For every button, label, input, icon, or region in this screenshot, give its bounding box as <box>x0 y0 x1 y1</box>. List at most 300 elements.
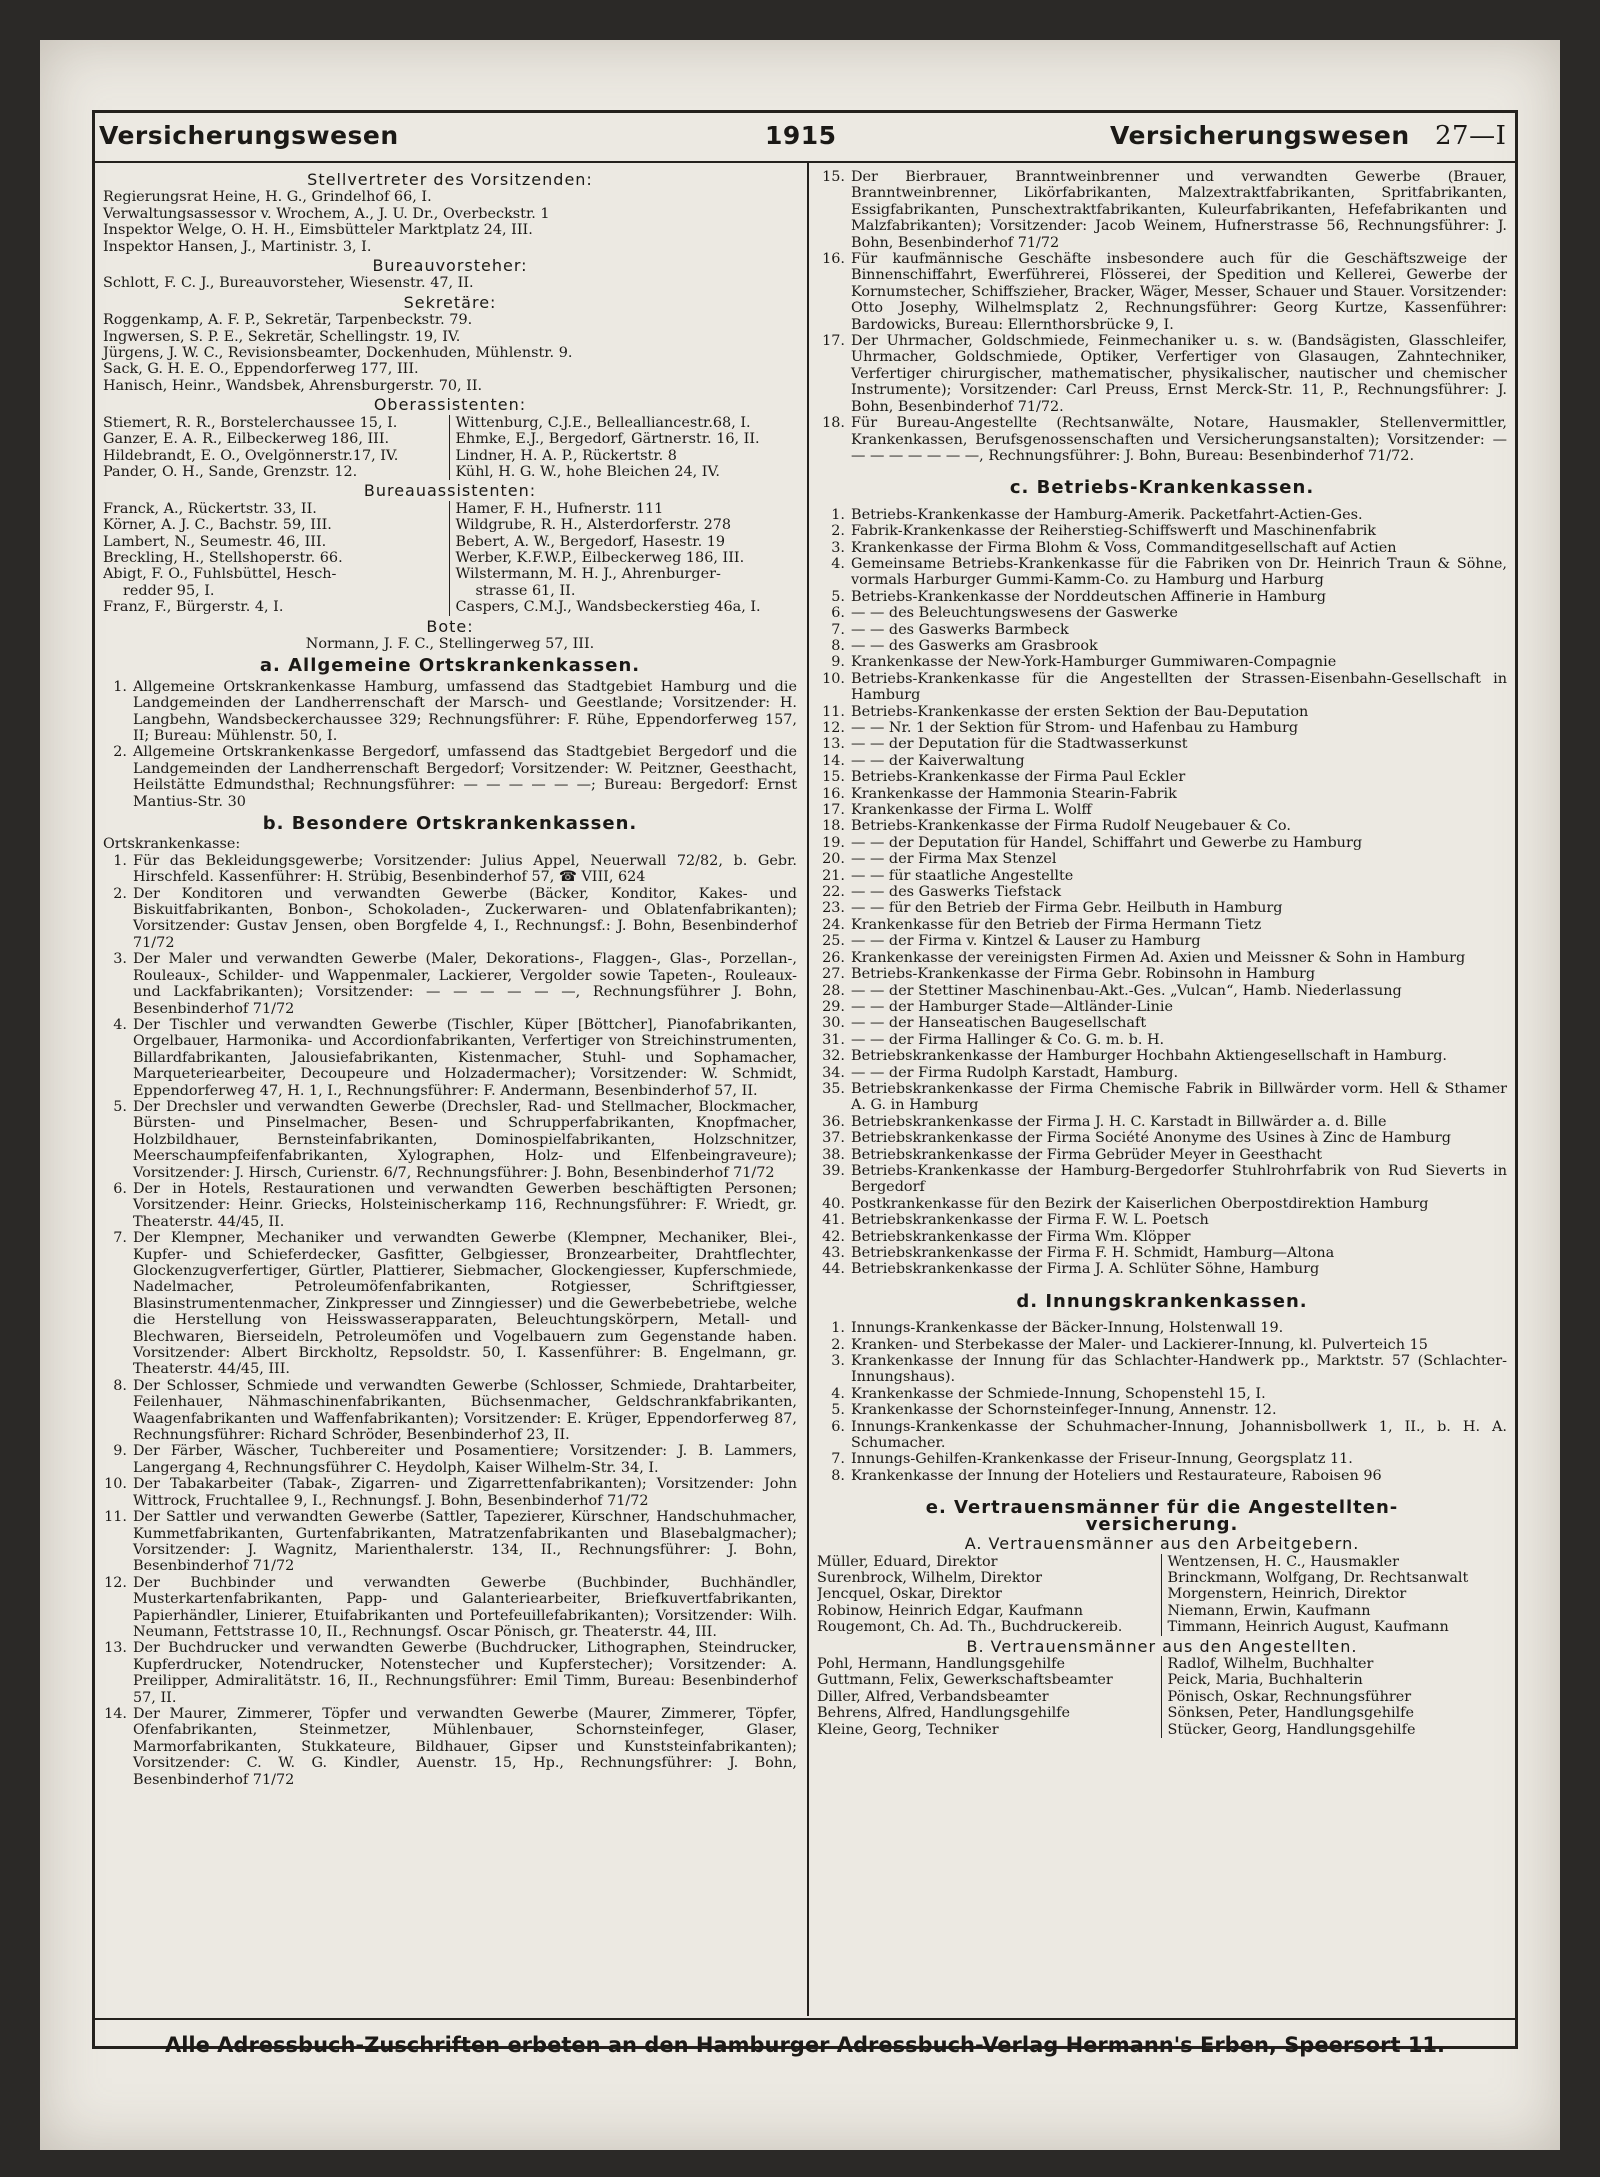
item-number: 26. <box>822 949 845 966</box>
list-besondere-ortskrankenkassen <box>103 853 797 1788</box>
item-number: 5. <box>113 1098 127 1115</box>
subheading-sekretaere: Sekretäre: <box>403 292 497 312</box>
item-number: 27. <box>822 966 845 983</box>
page-number: 27—I <box>1435 121 1507 151</box>
page-sheet <box>40 40 1560 2150</box>
item-text: Der Maler und verwandten Gewerbe (Maler, Dekorations-, Flaggen-, Glas-, Porzellan-, Rouleaux-, Schilder- und Wappenmaler, Lackierer, Vergolder sowie Tapeten-, Rouleaux- und Lackfabrikanten); Vorsitzender: — — — — — —, Rechnungsführer J. Bohn, Besenbinderhof 71/72 <box>133 951 797 1017</box>
name-pair-row <box>817 1570 1507 1586</box>
item-number: 19. <box>822 834 845 851</box>
item-number: 10. <box>104 1476 127 1493</box>
list-item: Ingwersen, S. P. E., Sekretär, Schellingstr. 19, IV. <box>103 328 461 345</box>
list-item: Wittenburg, C.J.E., Bellealliancestr.68, I. <box>455 414 751 431</box>
list-item <box>817 622 1507 638</box>
list-item <box>817 720 1507 736</box>
item-text: Der Drechsler und verwandten Gewerbe (Drechsler, Rad- und Stellmacher, Blockmacher, Bürsten- und Pinselmacher, Besen- und Schrupperfabrikanten, Knopfmacher, Holzbildhauer, Bernsteinfabrikanten, Dominospielfabrikanten, Holzschnitzer, Meerschaumpfeifenfabrikanten, Xylographen, Holz- und Elfenbeingraveure); Vorsitzender: J. Hirsch, Curienstr. 6/7, Rechnungsführer: J. Bohn, Besenbinderhof 71/72 <box>133 1098 797 1181</box>
subheading-oberassistenten: Oberassistenten: <box>373 395 527 415</box>
list-item <box>817 654 1507 670</box>
item-number: 4. <box>831 1385 845 1402</box>
item-text: Der Tischler und verwandten Gewerbe (Tischler, Küper [Böttcher], Pianofabrikanten, Orgelbauer, Harmonika- und Accordionfabrikanten, Verfertiger von Streichinstrumenten, Billardfabrikanten, Jalousiefabrikanten, Kistenmacher, Stuhl- und Sophamacher, Marqueteriearbeiter, Decoupeure und Holzadermacher); Vorsitzender: W. Schmidt, Eppendorferweg 47, H. 1, I., Rechnungsführer: F. Andermann, Besenbinderhof 57, II. <box>133 1016 797 1099</box>
header-left-title: Versicherungswesen <box>99 121 399 150</box>
item-text: — — der Stettiner Maschinenbau-Akt.-Ges. „Vulcan“, Hamb. Niederlassung <box>851 982 1402 999</box>
item-number: 11. <box>104 1509 127 1526</box>
list-item <box>817 1245 1507 1261</box>
list-item: Inspektor Welge, O. H. H., Eimsbütteler Marktplatz 24, III. <box>103 222 533 239</box>
item-text: — — der Hanseatischen Baugesellschaft <box>851 1015 1147 1032</box>
list-besondere-ortskrankenkassen-continued <box>817 169 1507 464</box>
item-text: Betriebs-Krankenkasse der Firma Gebr. Robinsohn in Hamburg <box>851 966 1316 983</box>
list-item <box>103 1476 797 1509</box>
name-pair-row <box>103 550 797 566</box>
item-text: — — des Gaswerks Barmbeck <box>851 621 1069 638</box>
list-item <box>817 1065 1507 1081</box>
page-frame <box>92 110 1518 2057</box>
item-number: 4. <box>113 1016 127 1033</box>
item-number: 6. <box>113 1180 127 1197</box>
item-text: — — der Hamburger Stade—Altländer-Linie <box>851 998 1174 1015</box>
list-item: Stiemert, R. R., Borstelerchaussee 15, I. <box>103 415 450 431</box>
list-item <box>103 1378 797 1444</box>
item-text: Der Sattler und verwandten Gewerbe (Sattler, Tapezierer, Kürschner, Handschuhmacher, Kummetfabrikanten, Gurtenfabrikanten, Matratzenfabrikanten und Blasebalgmacher); Vorsitzender: J. Wagnitz, Marienthalerstr. 134, II., Rechnungsführer: J. Bohn, Besenbinderhof 71/72 <box>133 1509 797 1575</box>
column-divider <box>807 161 809 2016</box>
item-text: Betriebs-Krankenkasse der ersten Sektion der Bau-Deputation <box>851 703 1309 720</box>
list-item: Morgenstern, Heinrich, Direktor <box>1167 1586 1407 1603</box>
item-number: 7. <box>831 621 845 638</box>
item-number: 16. <box>822 251 845 268</box>
list-item: Wildgrube, R. H., Alsterdorferstr. 278 <box>455 517 732 534</box>
list-item <box>817 638 1507 654</box>
item-text: Betriebs-Krankenkasse der Norddeutschen Affinerie in Hamburg <box>851 588 1326 605</box>
item-text: Betriebs-Krankenkasse der Firma Paul Eckler <box>851 769 1186 786</box>
list-item <box>817 415 1507 464</box>
item-text: Betriebskrankenkasse der Firma Gebrüder Meyer in Geesthacht <box>851 1146 1323 1163</box>
item-number: 1. <box>113 678 127 695</box>
list-item <box>817 1196 1507 1212</box>
item-number: 10. <box>822 670 845 687</box>
item-number: 37. <box>822 1130 845 1147</box>
item-number: 16. <box>822 785 845 802</box>
list-item <box>103 886 797 952</box>
item-text: Krankenkasse der New-York-Hamburger Gummiwaren-Compagnie <box>851 654 1337 671</box>
item-text: Der Buchdrucker und verwandten Gewerbe (Buchdrucker, Lithographen, Steindrucker, Kupferdrucker, Notendrucker, Notenstecher und Kupferstecher); Vorsitzender: A. Preilipper, Admiralitätstr. 16, II., Rechnungsführer: Emil Timm, Bureau: Besenbinderhof 57, II. <box>133 1640 797 1706</box>
item-number: 9. <box>831 654 845 671</box>
right-column <box>817 169 1507 1738</box>
item-number: 4. <box>831 555 845 572</box>
item-text: Für kaufmännische Geschäfte insbesondere auch für die Geschäftszweige der Binnenschiffahrt, Ewerführerei, Flösserei, der Spedition und Kellerei, Gewerbe der Kornumstecher, Schiffszieher, Bracker, Wäger, Messer, Schauer und Stauer. Vorsitzender: Otto Josephy, Wilhelmsplatz 2, Rechnungsführer: Georg Kurtze, Kassenführer: Bardowicks, Bureau: Ellernthorsbrücke 9, I. <box>851 251 1507 333</box>
item-text: Krankenkasse der Schmiede-Innung, Schopenstehl 15, I. <box>851 1385 1266 1402</box>
item-text: — — der Firma Max Stenzel <box>851 851 1057 868</box>
item-number: 17. <box>822 333 845 350</box>
name-pair-row <box>817 1672 1507 1688</box>
list-item <box>103 1575 797 1641</box>
list-item <box>103 1017 797 1099</box>
item-number: 5. <box>831 1402 845 1419</box>
subheading-bureauvorsteher: Bureauvorsteher: <box>372 256 528 276</box>
list-item: Körner, A. J. C., Bachstr. 59, III. <box>103 517 450 533</box>
list-item: strasse 61, II. <box>475 582 576 599</box>
item-text: — — Nr. 1 der Sektion für Strom- und Hafenbau zu Hamburg <box>851 720 1299 736</box>
item-number: 1. <box>831 506 845 523</box>
list-item <box>817 736 1507 752</box>
list-item <box>817 835 1507 851</box>
item-number: 8. <box>113 1377 127 1394</box>
list-stellvertreter <box>103 189 797 255</box>
list-item: Breckling, H., Stellshoperstr. 66. <box>103 550 450 566</box>
list-item <box>817 818 1507 834</box>
item-text: Betriebskrankenkasse der Firma Chemische Fabrik in Billwärder vorm. Hell & Sthamer A. G. in Hamburg <box>851 1080 1507 1114</box>
item-number: 6. <box>831 1418 845 1435</box>
b-intro: Ortskrankenkasse: <box>103 836 241 853</box>
list-item: Wilstermann, M. H. J., Ahrenburger- <box>455 566 721 583</box>
item-number: 34. <box>822 1064 845 1081</box>
list-item <box>817 1261 1507 1277</box>
name-pair-row <box>103 517 797 533</box>
item-text: Krankenkasse der Hammonia Stearin-Fabrik <box>851 785 1177 802</box>
left-column <box>103 169 797 1788</box>
list-item: Hanisch, Heinr., Wandsbek, Ahrensburgerstr. 70, II. <box>103 377 483 394</box>
item-number: 12. <box>104 1574 127 1591</box>
item-number: 13. <box>104 1640 127 1657</box>
list-item: Guttmann, Felix, Gewerkschaftsbeamter <box>817 1672 1162 1688</box>
list-item: Stücker, Georg, Handlungsgehilfe <box>1167 1721 1416 1738</box>
list-vertrauensmaenner-arbeitgeber <box>817 1554 1507 1636</box>
list-item: Robinow, Heinrich Edgar, Kaufmann <box>817 1603 1162 1619</box>
item-text: Der Schlosser, Schmiede und verwandten Gewerbe (Schlosser, Schmiede, Drahtarbeiter, Feilenhauer, Nähmaschinenfabrikanten, Büchsenmacher, Geldschrankfabrikanten, Waagenfabrikanten und Waffenfabrikanten); Vorsitzender: E. Krüger, Eppendorferweg 87, Rechnungsführer: Richard Schröder, Besenbinderhof 23, II. <box>133 1377 797 1444</box>
item-text: Betriebskrankenkasse der Firma J. H. C. Karstadt in Billwärder a. d. Bille <box>851 1113 1387 1130</box>
item-number: 7. <box>113 1230 127 1247</box>
item-number: 23. <box>822 900 845 917</box>
list-item <box>817 1114 1507 1130</box>
item-text: Der Klempner, Mechaniker und verwandten Gewerbe (Klempner, Mechaniker, Blei-, Kupfer- und Schieferdecker, Gasfitter, Gelbgiesser, Bronzearbeiter, Drahtflechter, Glockenzugverfertiger, Gürtler, Plattierer, Siebmacher, Glockengiesser, Kupferschmiede, Nadelmacher, Petroleumöfenfabrikanten, Rotgiesser, Schriftgiesser, Blasinstrumentenmacher, Zinkpresser und Zinngiesser) und die Gewerbebetriebe, welche die Herstellung von Heisswasserapparaten, Beleuchtungskörpern, Metall- und Blechwaren, Bierseideln, Petroleumöfen und Vogelbauern zum Gegenstande haben. Vorsitzender: Albert Birckholtz, Repsoldstr. 50, I. Kassenführer: B. Engelmann, gr. Theaterstr. 44/45, III. <box>133 1230 797 1378</box>
list-item: Jürgens, J. W. C., Revisionsbeamter, Dockenhuden, Mühlenstr. 9. <box>103 345 573 362</box>
item-number: 35. <box>822 1080 845 1097</box>
list-item: Brinckmann, Wolfgang, Dr. Rechtsanwalt <box>1167 1569 1469 1586</box>
item-number: 12. <box>822 720 845 736</box>
list-item: Abigt, F. O., Fuhlsbüttel, Hesch- <box>103 566 450 582</box>
list-item <box>817 769 1507 785</box>
list-item <box>817 753 1507 769</box>
item-text: Betriebskrankenkasse der Firma Wm. Klöpper <box>851 1228 1191 1245</box>
header-year: 1915 <box>765 121 837 150</box>
list-item <box>817 605 1507 621</box>
list-item: Normann, J. F. C., Stellingerweg 57, III. <box>305 635 595 652</box>
item-text: Fabrik-Krankenkasse der Reiherstieg-Schiffswerft und Maschinenfabrik <box>851 523 1377 540</box>
section-heading-b: b. Besondere Ortskrankenkassen. <box>262 813 638 835</box>
list-item <box>817 507 1507 523</box>
list-item <box>817 950 1507 966</box>
subheading-bureauassistenten: Bureauassistenten: <box>363 481 537 501</box>
item-text: Betriebskrankenkasse der Firma J. A. Schlüter Söhne, Hamburg <box>851 1261 1320 1278</box>
item-number: 17. <box>822 802 845 819</box>
item-text: Krankenkasse der Schornsteinfeger-Innung, Annenstr. 12. <box>851 1402 1277 1419</box>
list-item: Schlott, F. C. J., Bureauvorsteher, Wiesenstr. 47, II. <box>103 275 474 292</box>
list-item: Werber, K.F.W.P., Eilbeckerweg 186, III. <box>455 549 745 566</box>
item-text: Der Tabakarbeiter (Tabak-, Zigarren- und Zigarrettenfabrikanten); Vorsitzender: John Wittrock, Fruchtallee 9, I., Rechnungsf. J. Bohn, Besenbinderhof 71/72 <box>133 1476 797 1509</box>
list-item <box>817 999 1507 1015</box>
list-item: Niemann, Erwin, Kaufmann <box>1167 1602 1371 1619</box>
item-number: 36. <box>822 1113 845 1130</box>
list-item <box>817 251 1507 333</box>
list-item: Pander, O. H., Sande, Grenzstr. 12. <box>103 464 450 480</box>
list-item <box>817 1015 1507 1031</box>
item-number: 7. <box>831 1451 845 1468</box>
list-item: Ehmke, E.J., Bergedorf, Gärtnerstr. 16, II. <box>455 431 760 448</box>
section-heading-e <box>817 1497 1507 1535</box>
item-number: 3. <box>831 1353 845 1370</box>
list-item <box>817 1130 1507 1146</box>
list-item <box>817 1081 1507 1114</box>
item-text: — — der Kaiverwaltung <box>851 752 1025 769</box>
item-number: 31. <box>822 1031 845 1048</box>
item-text: — — der Firma Hallinger & Co. G. m. b. H. <box>851 1031 1165 1048</box>
item-number: 32. <box>822 1048 845 1065</box>
item-text: Der in Hotels, Restaurationen und verwandten Gewerben beschäftigten Personen; Vorsitzender: Heinr. Griecks, Holsteinischerkamp 116, Rechnungsführer: F. Wriedt, gr. Theaterstr. 44/45, II. <box>133 1180 797 1230</box>
item-number: 6. <box>831 605 845 622</box>
name-pair-row <box>103 431 797 447</box>
list-item: Pohl, Hermann, Handlungsgehilfe <box>817 1656 1162 1672</box>
item-number: 3. <box>113 951 127 968</box>
item-text: Krankenkasse der Innung für das Schlachter-Handwerk pp., Marktstr. 57 (Schlachter-Innungshaus). <box>851 1353 1507 1386</box>
item-text: Der Uhrmacher, Goldschmiede, Feinmechaniker u. s. w. (Bandsägisten, Glasschleifer, Uhrmacher, Goldschmiede, Optiker, Verfertiger von Glasaugen, Zahntechniker, Verfertiger chirurgischer, mathematischer, physikalischer, nautischer und chemischer Instrumente); Vorsitzender: Carl Preuss, Ernst Merck-Str. 11, P., Rechnungsführer: J. Bohn, Besenbinderhof 71/72. <box>851 333 1507 415</box>
list-item: Roggenkamp, A. F. P., Sekretär, Tarpenbeckstr. 79. <box>103 312 473 329</box>
subheading-bote: Bote: <box>426 616 474 636</box>
item-number: 38. <box>822 1146 845 1163</box>
list-item <box>817 1320 1507 1336</box>
item-text: Betriebs-Krankenkasse der Hamburg-Bergedorfer Stuhlrohrfabrik von Rud Sieverts in Bergedorf <box>851 1162 1507 1196</box>
item-text: Für das Bekleidungsgewerbe; Vorsitzender: Julius Appel, Neuerwall 72/82, b. Gebr. Hirschfeld. Kassenführer: H. Strübig, Besenbinderhof 57, ☎ VIII, 624 <box>133 852 797 886</box>
item-text: Betriebs-Krankenkasse der Firma Rudolf Neugebauer & Co. <box>851 818 1291 835</box>
list-item <box>817 333 1507 415</box>
list-item: Radlof, Wilhelm, Buchhalter <box>1167 1655 1374 1672</box>
item-text: Betriebs-Krankenkasse für die Angestellten der Strassen-Eisenbahn-Gesellschaft in Hamburg <box>851 670 1507 704</box>
item-text: — — der Firma v. Kintzel & Lauser zu Hamburg <box>851 933 1201 950</box>
item-text: Der Buchbinder und verwandten Gewerbe (Buchbinder, Buchhändler, Musterkartenfabrikanten, Papp- und Galanteriearbeiter, Briefkuvertfabrikanten, Papierhändler, Linierer, Etuifabrikanten und Portefeuillefabrikanten); Vorsitzender: Wilh. Neumann, Fettstrasse 10, II., Rechnungsf. Oscar Pönisch, gr. Theaterstr. 44, III. <box>133 1574 797 1640</box>
item-number: 2. <box>113 744 127 761</box>
name-pair-row <box>103 566 797 582</box>
list-item <box>103 1230 797 1378</box>
list-item: Peick, Maria, Buchhalterin <box>1167 1672 1363 1689</box>
item-text: Krankenkasse für den Betrieb der Firma Hermann Tietz <box>851 916 1262 933</box>
name-pair-row <box>817 1656 1507 1672</box>
name-pair-row <box>103 501 797 517</box>
item-number: 1. <box>113 852 127 869</box>
item-text: Der Konditoren und verwandten Gewerbe (Bäcker, Konditor, Kakes- und Biskuitfabrikanten, Bonbon-, Schokoladen-, Zuckerwaren- und Oblatenfabrikanten); Vorsitzender: Gustav Jensen, oben Borgfelde 4, I., Rechnungsf.: J. Bohn, Besenbinderhof 71/72 <box>133 885 797 951</box>
item-number: 18. <box>822 415 845 432</box>
list-item: Timmann, Heinrich August, Kaufmann <box>1167 1619 1449 1636</box>
item-text: Innungs-Gehilfen-Krankenkasse der Friseur-Innung, Georgsplatz 11. <box>851 1451 1353 1468</box>
item-number: 3. <box>831 539 845 556</box>
list-item <box>817 1032 1507 1048</box>
list-innungskrankenkassen <box>817 1320 1507 1484</box>
item-number: 43. <box>822 1245 845 1261</box>
list-item: Franck, A., Rückertstr. 33, II. <box>103 501 450 517</box>
list-item: Müller, Eduard, Direktor <box>817 1554 1162 1570</box>
list-item <box>103 1509 797 1575</box>
item-text: — — des Gaswerks am Grasbrook <box>851 637 1098 654</box>
list-item <box>817 1163 1507 1196</box>
list-item <box>103 1640 797 1706</box>
name-pair-row <box>817 1722 1507 1738</box>
footer-rule <box>95 2018 1515 2020</box>
item-number: 11. <box>822 703 845 720</box>
name-pair-row <box>817 1603 1507 1619</box>
list-item <box>817 1337 1507 1353</box>
running-header <box>95 113 1515 163</box>
list-allgemeine-ortskrankenkassen <box>103 679 797 810</box>
item-number: 40. <box>822 1195 845 1212</box>
item-text: — — für den Betrieb der Firma Gebr. Heilbuth in Hamburg <box>851 900 1283 917</box>
name-pair-row <box>817 1705 1507 1721</box>
name-pair-row <box>103 534 797 550</box>
item-number: 9. <box>113 1443 127 1460</box>
list-item <box>817 1386 1507 1402</box>
list-item <box>817 1451 1507 1467</box>
item-number: 15. <box>822 169 845 185</box>
list-item: Ganzer, E. A. R., Eilbeckerweg 186, III. <box>103 431 450 447</box>
item-text: — — des Gaswerks Tiefstack <box>851 884 1062 901</box>
list-item <box>817 1353 1507 1386</box>
list-oberassistenten <box>103 415 797 481</box>
name-pair-row <box>103 583 797 599</box>
list-item: Caspers, C.M.J., Wandsbeckerstieg 46a, I. <box>455 599 761 616</box>
subheading-stellvertreter: Stellvertreter des Vorsitzenden: <box>307 170 593 189</box>
item-text: — — der Firma Rudolph Karstadt, Hamburg. <box>851 1064 1179 1081</box>
item-number: 14. <box>104 1705 127 1722</box>
list-item: Lambert, N., Seumestr. 46, III. <box>103 534 450 550</box>
list-item <box>103 744 797 810</box>
list-item <box>817 540 1507 556</box>
item-number: 8. <box>831 637 845 654</box>
list-item <box>817 704 1507 720</box>
item-text: Der Färber, Wäscher, Tuchbereiter und Posamentiere; Vorsitzender: J. B. Lammers, Langergang 4, Rechnungsführer C. Heydolph, Kaiser Wilhelm-Str. 34, I. <box>133 1443 797 1476</box>
list-item: Kühl, H. G. W., hohe Bleichen 24, IV. <box>455 463 720 480</box>
item-text: Krankenkasse der vereinigsten Firmen Ad. Axien und Meissner & Sohn in Hamburg <box>851 949 1466 966</box>
list-item: Franz, F., Bürgerstr. 4, I. <box>103 599 450 615</box>
list-item <box>817 1229 1507 1245</box>
item-number: 15. <box>822 769 845 786</box>
name-pair-row <box>817 1586 1507 1602</box>
list-item <box>817 786 1507 802</box>
item-text: — — der Deputation für Handel, Schiffahrt und Gewerbe zu Hamburg <box>851 834 1363 851</box>
list-item <box>817 933 1507 949</box>
list-item <box>817 556 1507 589</box>
item-number: 41. <box>822 1212 845 1229</box>
item-number: 39. <box>822 1162 845 1179</box>
list-item <box>103 853 797 886</box>
list-item: Regierungsrat Heine, H. G., Grindelhof 66, I. <box>103 189 432 206</box>
list-bureauassistenten <box>103 501 797 616</box>
list-item: Lindner, H. A. P., Rückertstr. 8 <box>455 447 677 464</box>
name-pair-row <box>103 448 797 464</box>
item-text: — — für staatliche Angestellte <box>851 867 1074 884</box>
item-number: 24. <box>822 916 845 933</box>
item-number: 44. <box>822 1261 845 1278</box>
name-pair-row <box>817 1619 1507 1635</box>
list-item: Pönisch, Oskar, Rechnungsführer <box>1167 1688 1412 1705</box>
item-text: Postkrankenkasse für den Bezirk der Kaiserlichen Oberpostdirektion Hamburg <box>851 1195 1429 1212</box>
item-number: 5. <box>831 588 845 605</box>
item-number: 8. <box>831 1467 845 1484</box>
list-betriebs-krankenkassen <box>817 507 1507 1278</box>
item-number: 1. <box>831 1320 845 1337</box>
item-number: 2. <box>831 523 845 540</box>
list-item <box>817 671 1507 704</box>
footer-notice: Alle Adressbuch-Zuschriften erbeten an den Hamburger Adressbuch-Verlag Hermann's Erben, Speersort 11. <box>164 2033 1446 2057</box>
section-heading-d: d. Innungskrankenkassen. <box>1016 1290 1308 1312</box>
list-item: Hildebrandt, E. O., Ovelgönnerstr.17, IV. <box>103 448 450 464</box>
list-item <box>817 589 1507 605</box>
subheading-arbeitgeber: A. Vertrauensmänner aus den Arbeitgebern. <box>964 1534 1360 1554</box>
item-text: Allgemeine Ortskrankenkasse Hamburg, umfassend das Stadtgebiet Hamburg und die Landgemeinden der Landherrenschaft der Marsch- und Geestlande; Vorsitzender: H. Langbehn, Wandsbeckerchaussee 329; Rechnungsführer: F. Rühe, Eppendorferweg 157, II; Bureau: Mühlenstr. 50, I. <box>133 678 797 744</box>
item-number: 20. <box>822 851 845 868</box>
subheading-angestellte: B. Vertrauensmänner aus den Angestellten. <box>966 1636 1358 1656</box>
list-item <box>817 900 1507 916</box>
item-text: Der Bierbrauer, Branntweinbrenner und verwandten Gewerbe (Brauer, Branntweinbrenner, Likörfabrikanten, Malzextraktfabrikanten, Spritfabrikanten, Essigfabrikanten, Punschextraktfabrikanten, Kuleurfabrikanten, Hefefabrikanten und Malzfabrikanten); Vorsitzender: Jacob Weinem, Hufnerstrasse 56, Rechnungsführer: J. Bohn, Besenbinderhof 71/72 <box>851 169 1507 251</box>
list-item <box>817 1048 1507 1064</box>
list-item: Bebert, A. W., Bergedorf, Hasestr. 19 <box>455 533 726 550</box>
list-item <box>817 966 1507 982</box>
item-text: Betriebskrankenkasse der Firma F. H. Schmidt, Hamburg—Altona <box>851 1245 1335 1261</box>
list-item: Surenbrock, Wilhelm, Direktor <box>817 1570 1162 1586</box>
item-number: 22. <box>822 884 845 901</box>
name-pair-row <box>817 1689 1507 1705</box>
item-number: 30. <box>822 1015 845 1032</box>
section-heading-e-line1: e. Vertrauensmänner für die Angestellten- <box>925 1497 1399 1519</box>
list-item: Sack, G. H. E. O., Eppendorferweg 177, III. <box>103 361 419 378</box>
item-text: Allgemeine Ortskrankenkasse Bergedorf, umfassend das Stadtgebiet Bergedorf und die Landgemeinden der Landherrenschaft Bergedorf; Vorsitzender: W. Peitzner, Geesthacht, Heilstätte Edmundsthal; Rechnungsführer: — — — — — —; Bureau: Bergedorf: Ernst Mantius-Str. 30 <box>133 744 797 810</box>
item-number: 18. <box>822 818 845 835</box>
list-item <box>103 1706 797 1788</box>
item-number: 13. <box>822 736 845 753</box>
name-pair-row <box>103 464 797 480</box>
item-text: — — des Beleuchtungswesens der Gaswerke <box>851 605 1178 622</box>
item-text: Innungs-Krankenkasse der Bäcker-Innung, Holstenwall 19. <box>851 1320 1284 1337</box>
list-item <box>817 523 1507 539</box>
item-text: Krankenkasse der Firma Blohm & Voss, Commanditgesellschaft auf Actien <box>851 539 1397 556</box>
list-item <box>817 1147 1507 1163</box>
list-item <box>103 951 797 1017</box>
list-item <box>817 983 1507 999</box>
header-right-title: Versicherungswesen <box>1110 121 1410 150</box>
section-heading-a: a. Allgemeine Ortskrankenkassen. <box>259 655 641 677</box>
list-item <box>817 1468 1507 1484</box>
list-item <box>103 1099 797 1181</box>
section-heading-c: c. Betriebs-Krankenkassen. <box>1009 477 1315 499</box>
section-heading-e-line2: versicherung. <box>1085 1513 1239 1535</box>
item-number: 25. <box>822 933 845 950</box>
list-item <box>817 169 1507 251</box>
list-item: Kleine, Georg, Techniker <box>817 1722 1162 1738</box>
list-item: Jencquel, Oskar, Direktor <box>817 1586 1162 1602</box>
item-text: — — der Deputation für die Stadtwasserkunst <box>851 736 1188 753</box>
list-item: Behrens, Alfred, Handlungsgehilfe <box>817 1705 1162 1721</box>
item-text: Betriebskrankenkasse der Firma Société Anonyme des Usines à Zinc de Hamburg <box>851 1130 1451 1147</box>
item-number: 42. <box>822 1228 845 1245</box>
list-item <box>817 917 1507 933</box>
item-text: Krankenkasse der Firma L. Wolff <box>851 802 1092 819</box>
list-item <box>103 679 797 745</box>
list-item <box>817 851 1507 867</box>
item-number: 14. <box>822 752 845 769</box>
list-item <box>817 802 1507 818</box>
list-vertrauensmaenner-angestellte <box>817 1656 1507 1738</box>
list-item <box>103 1443 797 1476</box>
list-item <box>817 868 1507 884</box>
item-text: Kranken- und Sterbekasse der Maler- und Lackierer-Innung, kl. Pulverteich 15 <box>851 1336 1428 1353</box>
list-item: redder 95, I. <box>103 583 450 599</box>
list-sekretaere <box>103 312 797 394</box>
list-item: Sönksen, Peter, Handlungsgehilfe <box>1167 1705 1415 1722</box>
list-item: Rougemont, Ch. Ad. Th., Buchdruckereib. <box>817 1619 1162 1635</box>
